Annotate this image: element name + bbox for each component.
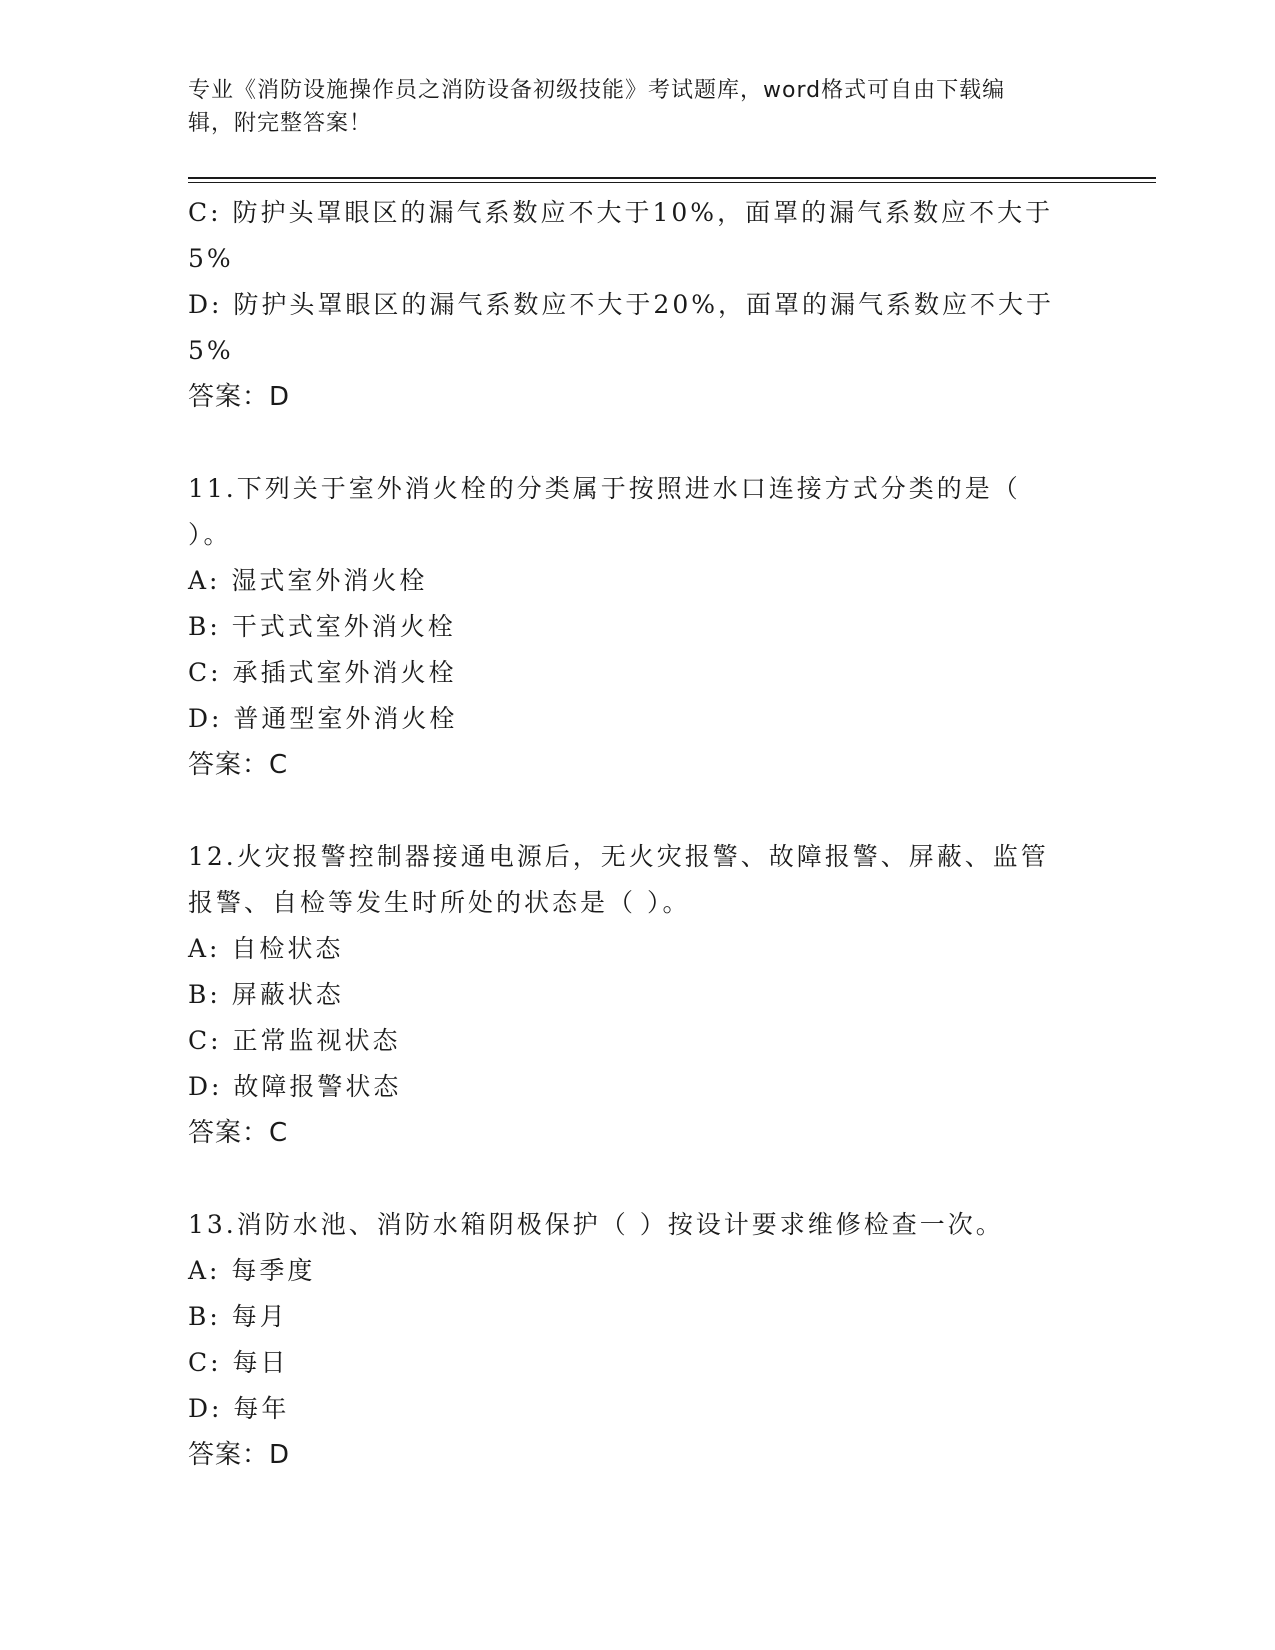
header-divider-thick (188, 177, 1156, 179)
option-c: C: 承插式室外消火栓 (188, 658, 457, 687)
answer-label: 答案：D (188, 1440, 291, 1470)
question-10-continued (188, 190, 1088, 420)
header-line-1: 专业《消防设施操作员之消防设备初级技能》考试题库，word格式可自由下载编 (188, 78, 1006, 103)
option-d-line-2: 5% (188, 336, 234, 365)
question-stem-line-2: 报警、自检等发生时所处的状态是（ ）。 (188, 888, 691, 917)
option-b: B: 每月 (188, 1302, 288, 1331)
header-divider-thin (188, 182, 1156, 183)
option-d: D: 故障报警状态 (188, 1072, 402, 1101)
question-stem-line-1: 13.消防水池、消防水箱阴极保护（ ）按设计要求维修检查一次。 (188, 1210, 1004, 1239)
option-a: A: 自检状态 (188, 934, 344, 963)
document-body (188, 190, 1088, 1478)
question-11 (188, 466, 1088, 788)
spacer (188, 420, 1088, 466)
option-b: B: 干式式室外消火栓 (188, 612, 456, 641)
option-c: C: 正常监视状态 (188, 1026, 401, 1055)
option-a: A: 每季度 (188, 1256, 316, 1285)
spacer (188, 1156, 1088, 1202)
answer-label: 答案：D (188, 382, 291, 412)
option-c-line-1: C: 防护头罩眼区的漏气系数应不大于10%，面罩的漏气系数应不大于 (188, 198, 1054, 227)
option-c: C: 每日 (188, 1348, 289, 1377)
option-d-line-1: D: 防护头罩眼区的漏气系数应不大于20%，面罩的漏气系数应不大于 (188, 290, 1054, 319)
question-12 (188, 834, 1088, 1156)
header-line-2: 辑，附完整答案！ (188, 111, 373, 136)
question-13 (188, 1202, 1088, 1478)
spacer (188, 788, 1088, 834)
document-header (188, 74, 1068, 140)
option-d: D: 普通型室外消火栓 (188, 704, 458, 733)
question-stem-line-2: ）。 (188, 520, 232, 549)
question-stem-line-1: 12.火灾报警控制器接通电源后，无火灾报警、故障报警、屏蔽、监管 (188, 842, 1049, 871)
option-c-line-2: 5% (188, 244, 234, 273)
option-b: B: 屏蔽状态 (188, 980, 344, 1009)
answer-label: 答案：C (188, 750, 289, 780)
option-a: A: 湿式室外消火栓 (188, 566, 428, 595)
answer-label: 答案：C (188, 1118, 289, 1148)
option-d: D: 每年 (188, 1394, 290, 1423)
question-stem-line-1: 11.下列关于室外消火栓的分类属于按照进水口连接方式分类的是（ (188, 474, 1021, 503)
